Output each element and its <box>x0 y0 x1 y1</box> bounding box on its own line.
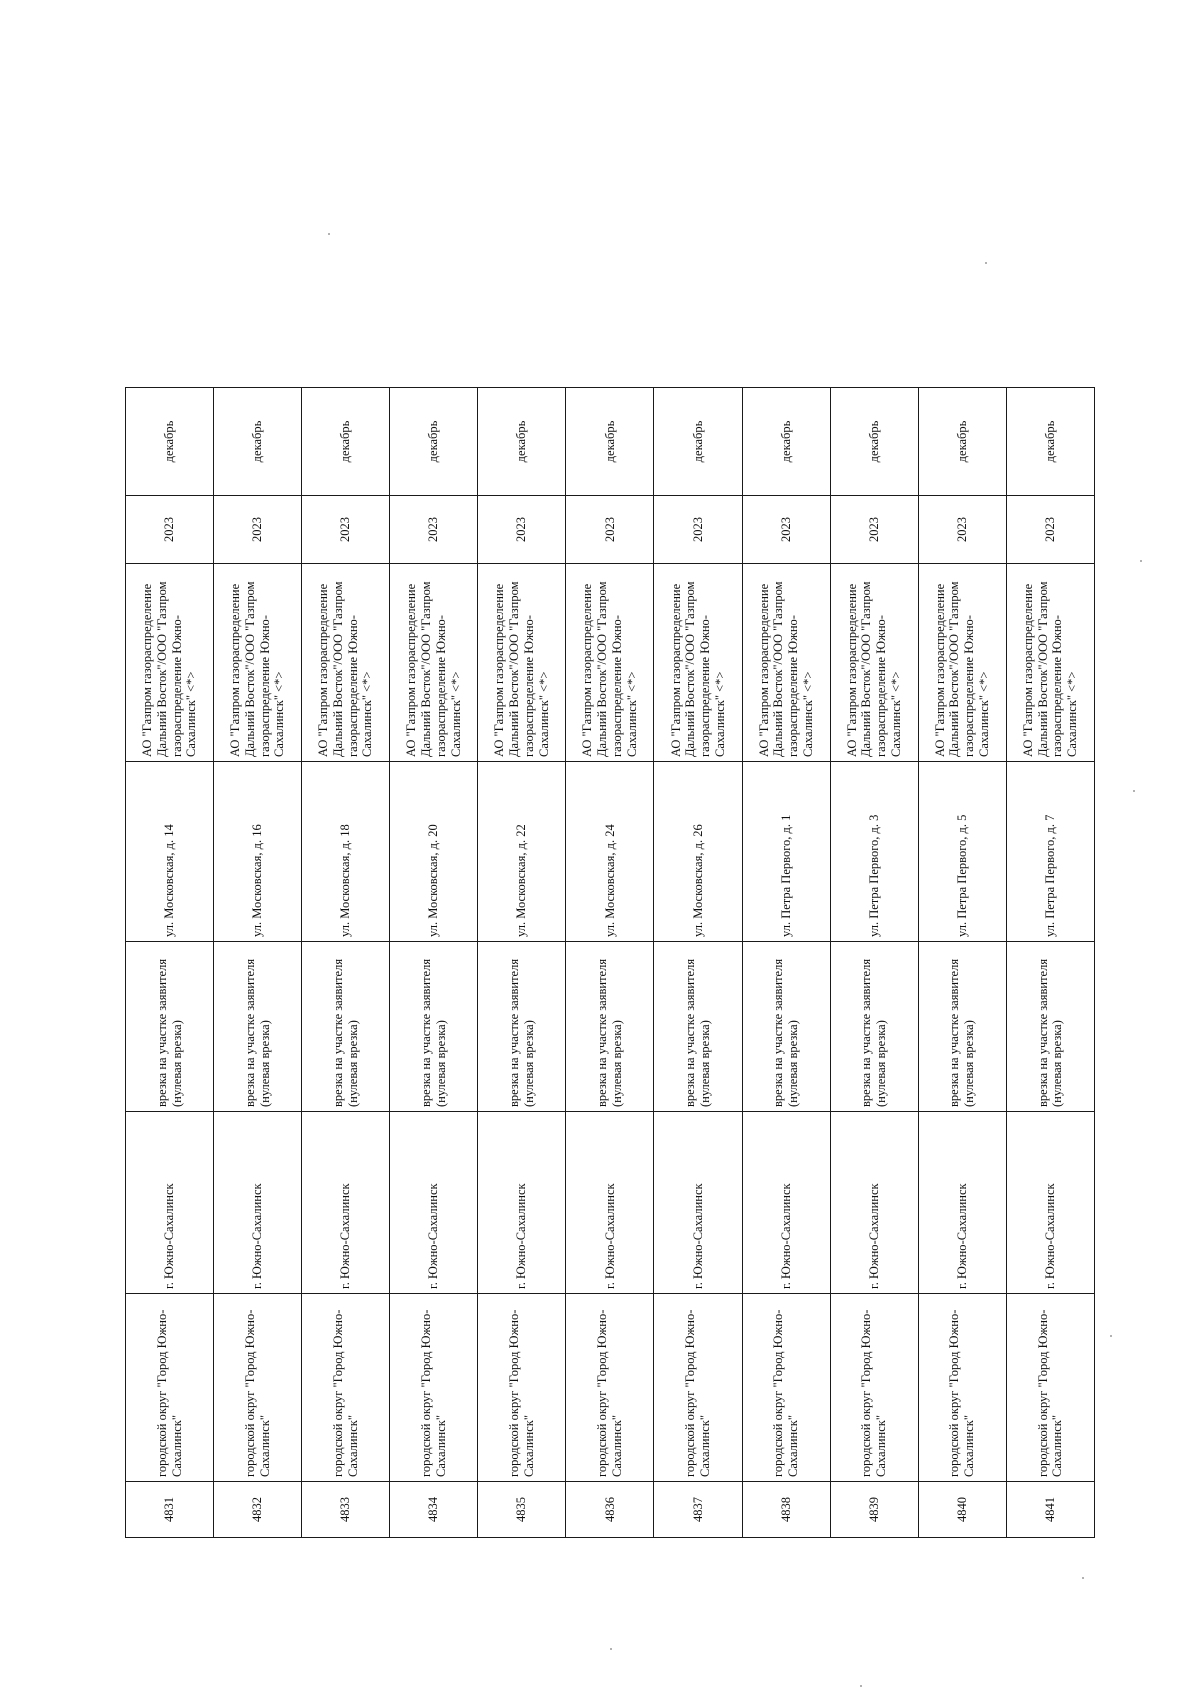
month-cell: декабрь <box>478 388 566 496</box>
table-body <box>126 388 1095 1538</box>
row-number-cell: 4836 <box>566 1482 654 1538</box>
row-number-cell: 4841 <box>1006 1482 1094 1538</box>
organization-cell: АО "Газпром газораспределение Дальний Восток"/ООО "Газпром газораспределение Южно-Сахалинск" <*> <box>566 564 654 762</box>
district-cell: городской округ "Город Южно-Сахалинск" <box>742 1294 830 1482</box>
address-cell: ул. Московская, д. 24 <box>566 762 654 942</box>
row-number-cell: 4831 <box>126 1482 214 1538</box>
connection-type-cell: врезка на участке заявителя (нулевая врезка) <box>214 942 302 1112</box>
year-cell: 2023 <box>390 496 478 564</box>
connection-type-cell: врезка на участке заявителя (нулевая врезка) <box>1006 942 1094 1112</box>
scan-speck <box>1110 1335 1112 1337</box>
row-number-cell: 4839 <box>830 1482 918 1538</box>
city-cell: г. Южно-Сахалинск <box>302 1112 390 1294</box>
organization-cell: АО "Газпром газораспределение Дальний Восток"/ООО "Газпром газораспределение Южно-Сахалинск" <*> <box>302 564 390 762</box>
year-cell: 2023 <box>566 496 654 564</box>
scan-speck <box>328 233 330 235</box>
address-cell: ул. Московская, д. 18 <box>302 762 390 942</box>
district-cell: городской округ "Город Южно-Сахалинск" <box>478 1294 566 1482</box>
district-cell: городской округ "Город Южно-Сахалинск" <box>1006 1294 1094 1482</box>
table-row <box>1006 388 1094 1538</box>
address-cell: ул. Московская, д. 22 <box>478 762 566 942</box>
address-cell: ул. Петра Первого, д. 3 <box>830 762 918 942</box>
district-cell: городской округ "Город Южно-Сахалинск" <box>390 1294 478 1482</box>
district-cell: городской округ "Город Южно-Сахалинск" <box>214 1294 302 1482</box>
organization-cell: АО "Газпром газораспределение Дальний Восток"/ООО "Газпром газораспределение Южно-Сахалинск" <*> <box>742 564 830 762</box>
year-cell: 2023 <box>918 496 1006 564</box>
organization-cell: АО "Газпром газораспределение Дальний Восток"/ООО "Газпром газораспределение Южно-Сахалинск" <*> <box>1006 564 1094 762</box>
district-cell: городской округ "Город Южно-Сахалинск" <box>830 1294 918 1482</box>
district-cell: городской округ "Город Южно-Сахалинск" <box>918 1294 1006 1482</box>
month-cell: декабрь <box>566 388 654 496</box>
scan-speck <box>985 262 987 264</box>
connection-type-cell: врезка на участке заявителя (нулевая врезка) <box>918 942 1006 1112</box>
row-number-cell: 4837 <box>654 1482 742 1538</box>
connection-type-cell: врезка на участке заявителя (нулевая врезка) <box>654 942 742 1112</box>
table-row <box>478 388 566 1538</box>
organization-cell: АО "Газпром газораспределение Дальний Восток"/ООО "Газпром газораспределение Южно-Сахалинск" <*> <box>830 564 918 762</box>
organization-cell: АО "Газпром газораспределение Дальний Восток"/ООО "Газпром газораспределение Южно-Сахалинск" <*> <box>478 564 566 762</box>
connection-type-cell: врезка на участке заявителя (нулевая врезка) <box>390 942 478 1112</box>
month-cell: декабрь <box>1006 388 1094 496</box>
organization-cell: АО "Газпром газораспределение Дальний Восток"/ООО "Газпром газораспределение Южно-Сахалинск" <*> <box>214 564 302 762</box>
year-cell: 2023 <box>214 496 302 564</box>
table-row <box>654 388 742 1538</box>
month-cell: декабрь <box>390 388 478 496</box>
district-cell: городской округ "Город Южно-Сахалинск" <box>302 1294 390 1482</box>
scan-speck <box>860 1685 862 1687</box>
district-cell: городской округ "Город Южно-Сахалинск" <box>566 1294 654 1482</box>
scan-speck <box>1082 1577 1084 1579</box>
month-cell: декабрь <box>214 388 302 496</box>
address-cell: ул. Московская, д. 26 <box>654 762 742 942</box>
table-row <box>830 388 918 1538</box>
table-row <box>126 388 214 1538</box>
connection-type-cell: врезка на участке заявителя (нулевая врезка) <box>126 942 214 1112</box>
table-row <box>214 388 302 1538</box>
row-number-cell: 4838 <box>742 1482 830 1538</box>
row-number-cell: 4835 <box>478 1482 566 1538</box>
organization-cell: АО "Газпром газораспределение Дальний Восток"/ООО "Газпром газораспределение Южно-Сахалинск" <*> <box>654 564 742 762</box>
connection-type-cell: врезка на участке заявителя (нулевая врезка) <box>302 942 390 1112</box>
table-row <box>302 388 390 1538</box>
city-cell: г. Южно-Сахалинск <box>126 1112 214 1294</box>
organization-cell: АО "Газпром газораспределение Дальний Восток"/ООО "Газпром газораспределение Южно-Сахалинск" <*> <box>918 564 1006 762</box>
city-cell: г. Южно-Сахалинск <box>918 1112 1006 1294</box>
city-cell: г. Южно-Сахалинск <box>214 1112 302 1294</box>
year-cell: 2023 <box>830 496 918 564</box>
gas-connection-table <box>125 387 1095 1538</box>
connection-type-cell: врезка на участке заявителя (нулевая врезка) <box>742 942 830 1112</box>
year-cell: 2023 <box>742 496 830 564</box>
month-cell: декабрь <box>126 388 214 496</box>
organization-cell: АО "Газпром газораспределение Дальний Восток"/ООО "Газпром газораспределение Южно-Сахалинск" <*> <box>390 564 478 762</box>
rotated-table-content <box>125 388 1095 1538</box>
address-cell: ул. Петра Первого, д. 7 <box>1006 762 1094 942</box>
city-cell: г. Южно-Сахалинск <box>830 1112 918 1294</box>
year-cell: 2023 <box>654 496 742 564</box>
district-cell: городской округ "Город Южно-Сахалинск" <box>126 1294 214 1482</box>
scan-speck <box>1133 790 1135 792</box>
city-cell: г. Южно-Сахалинск <box>478 1112 566 1294</box>
city-cell: г. Южно-Сахалинск <box>390 1112 478 1294</box>
year-cell: 2023 <box>126 496 214 564</box>
city-cell: г. Южно-Сахалинск <box>654 1112 742 1294</box>
month-cell: декабрь <box>918 388 1006 496</box>
table-row <box>566 388 654 1538</box>
table-row <box>390 388 478 1538</box>
connection-type-cell: врезка на участке заявителя (нулевая врезка) <box>566 942 654 1112</box>
year-cell: 2023 <box>302 496 390 564</box>
row-number-cell: 4840 <box>918 1482 1006 1538</box>
district-cell: городской округ "Город Южно-Сахалинск" <box>654 1294 742 1482</box>
month-cell: декабрь <box>302 388 390 496</box>
address-cell: ул. Московская, д. 14 <box>126 762 214 942</box>
address-cell: ул. Московская, д. 16 <box>214 762 302 942</box>
year-cell: 2023 <box>1006 496 1094 564</box>
address-cell: ул. Московская, д. 20 <box>390 762 478 942</box>
row-number-cell: 4833 <box>302 1482 390 1538</box>
scan-speck <box>610 1648 612 1650</box>
organization-cell: АО "Газпром газораспределение Дальний Восток"/ООО "Газпром газораспределение Южно-Сахалинск" <*> <box>126 564 214 762</box>
address-cell: ул. Петра Первого, д. 5 <box>918 762 1006 942</box>
city-cell: г. Южно-Сахалинск <box>742 1112 830 1294</box>
month-cell: декабрь <box>742 388 830 496</box>
table-row <box>742 388 830 1538</box>
month-cell: декабрь <box>654 388 742 496</box>
year-cell: 2023 <box>478 496 566 564</box>
scan-speck <box>1140 560 1142 562</box>
city-cell: г. Южно-Сахалинск <box>566 1112 654 1294</box>
month-cell: декабрь <box>830 388 918 496</box>
address-cell: ул. Петра Первого, д. 1 <box>742 762 830 942</box>
city-cell: г. Южно-Сахалинск <box>1006 1112 1094 1294</box>
row-number-cell: 4832 <box>214 1482 302 1538</box>
table-row <box>918 388 1006 1538</box>
row-number-cell: 4834 <box>390 1482 478 1538</box>
connection-type-cell: врезка на участке заявителя (нулевая врезка) <box>830 942 918 1112</box>
rotated-table-frame <box>125 388 1095 1538</box>
connection-type-cell: врезка на участке заявителя (нулевая врезка) <box>478 942 566 1112</box>
